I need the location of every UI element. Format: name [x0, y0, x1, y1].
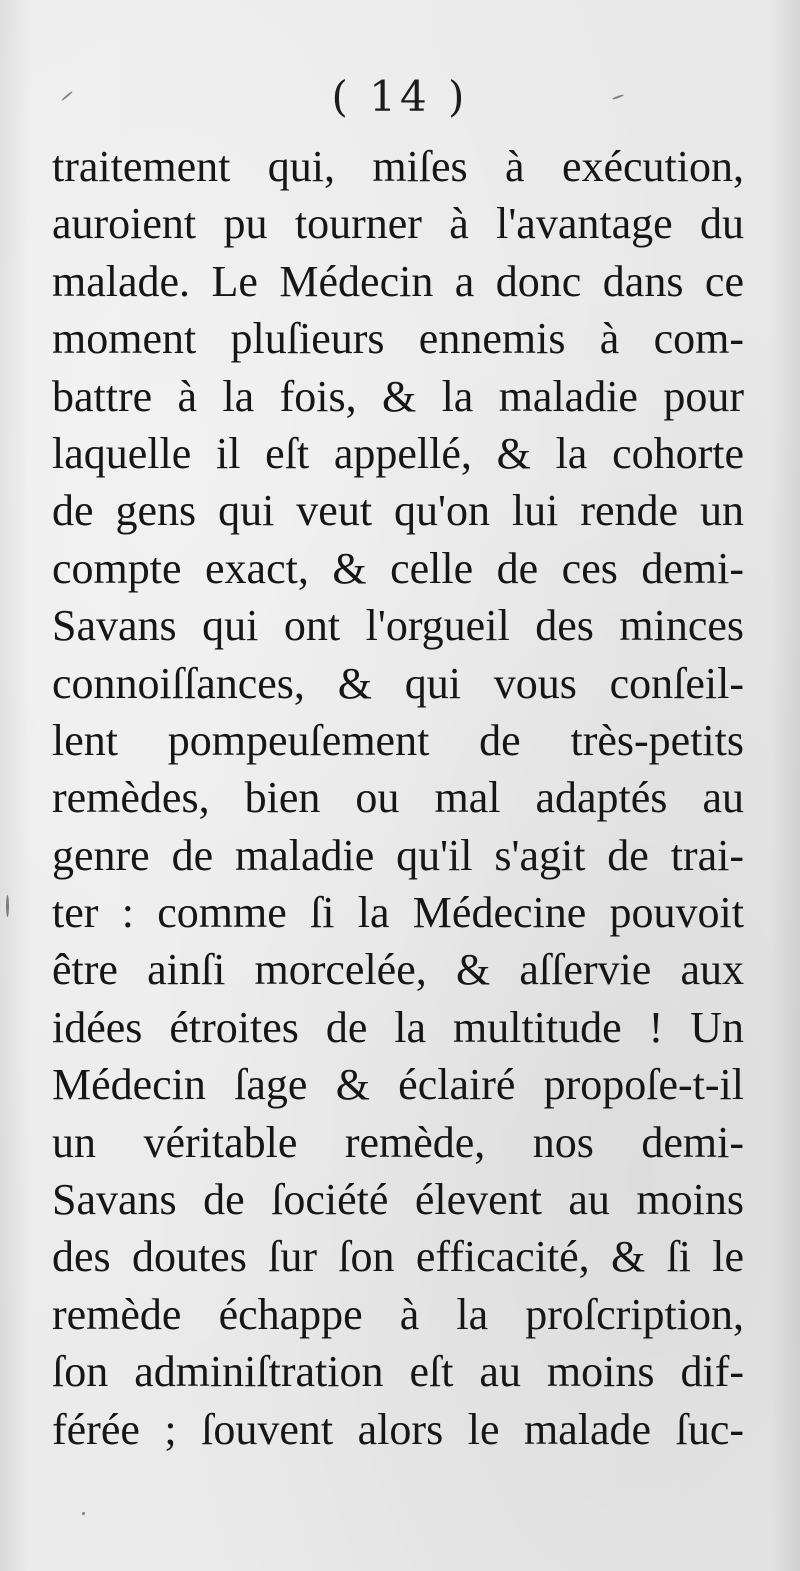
- text-line: laquelle il eſt appellé, & la cohorte: [52, 428, 744, 478]
- text-line: férée ; ſouvent alors le malade ſuc-: [52, 1404, 744, 1454]
- paper-speck: [82, 1512, 85, 1515]
- text-line: remèdes, bien ou mal adaptés au: [52, 773, 744, 823]
- text-line: malade. Le Médecin a donc dans ce: [52, 256, 744, 306]
- text-line: remède échappe à la proſcription,: [52, 1289, 744, 1339]
- text-line: de gens qui veut qu'on lui rende un: [52, 486, 744, 536]
- page-number: ( 14 ): [331, 72, 469, 121]
- text-line: un véritable remède, nos demi-: [52, 1117, 744, 1167]
- text-line: être ainſi morcelée, & aſſervie aux: [52, 945, 744, 995]
- text-line: idées étroites de la multitude ! Un: [52, 1002, 744, 1052]
- text-line: compte exact, & celle de ces demi-: [52, 543, 744, 593]
- text-line: moment pluſieurs ennemis à com-: [52, 314, 744, 364]
- text-line: connoiſſances, & qui vous conſeil-: [52, 658, 744, 708]
- text-line: Savans qui ont l'orgueil des minces: [52, 601, 744, 651]
- body-text: [52, 138, 744, 1458]
- text-line: Médecin ſage & éclairé propoſe-t-il: [52, 1060, 744, 1110]
- text-line: Savans de ſociété élevent au moins: [52, 1175, 744, 1225]
- text-line: lent pompeuſement de très-petits: [52, 715, 744, 765]
- text-line: auroient pu tourner à l'avantage du: [52, 199, 744, 249]
- text-line: des doutes ſur ſon efficacité, & ſi le: [52, 1232, 744, 1282]
- text-line: battre à la fois, & la maladie pour: [52, 371, 744, 421]
- text-line: ſon adminiſtration eſt au moins dif-: [52, 1347, 744, 1397]
- text-line: traitement qui, miſes à exécution,: [52, 142, 744, 191]
- text-line: genre de maladie qu'il s'agit de trai-: [52, 830, 744, 880]
- paper-speck: [6, 895, 9, 917]
- text-line: ter : comme ſi la Médecine pouvoit: [52, 888, 744, 938]
